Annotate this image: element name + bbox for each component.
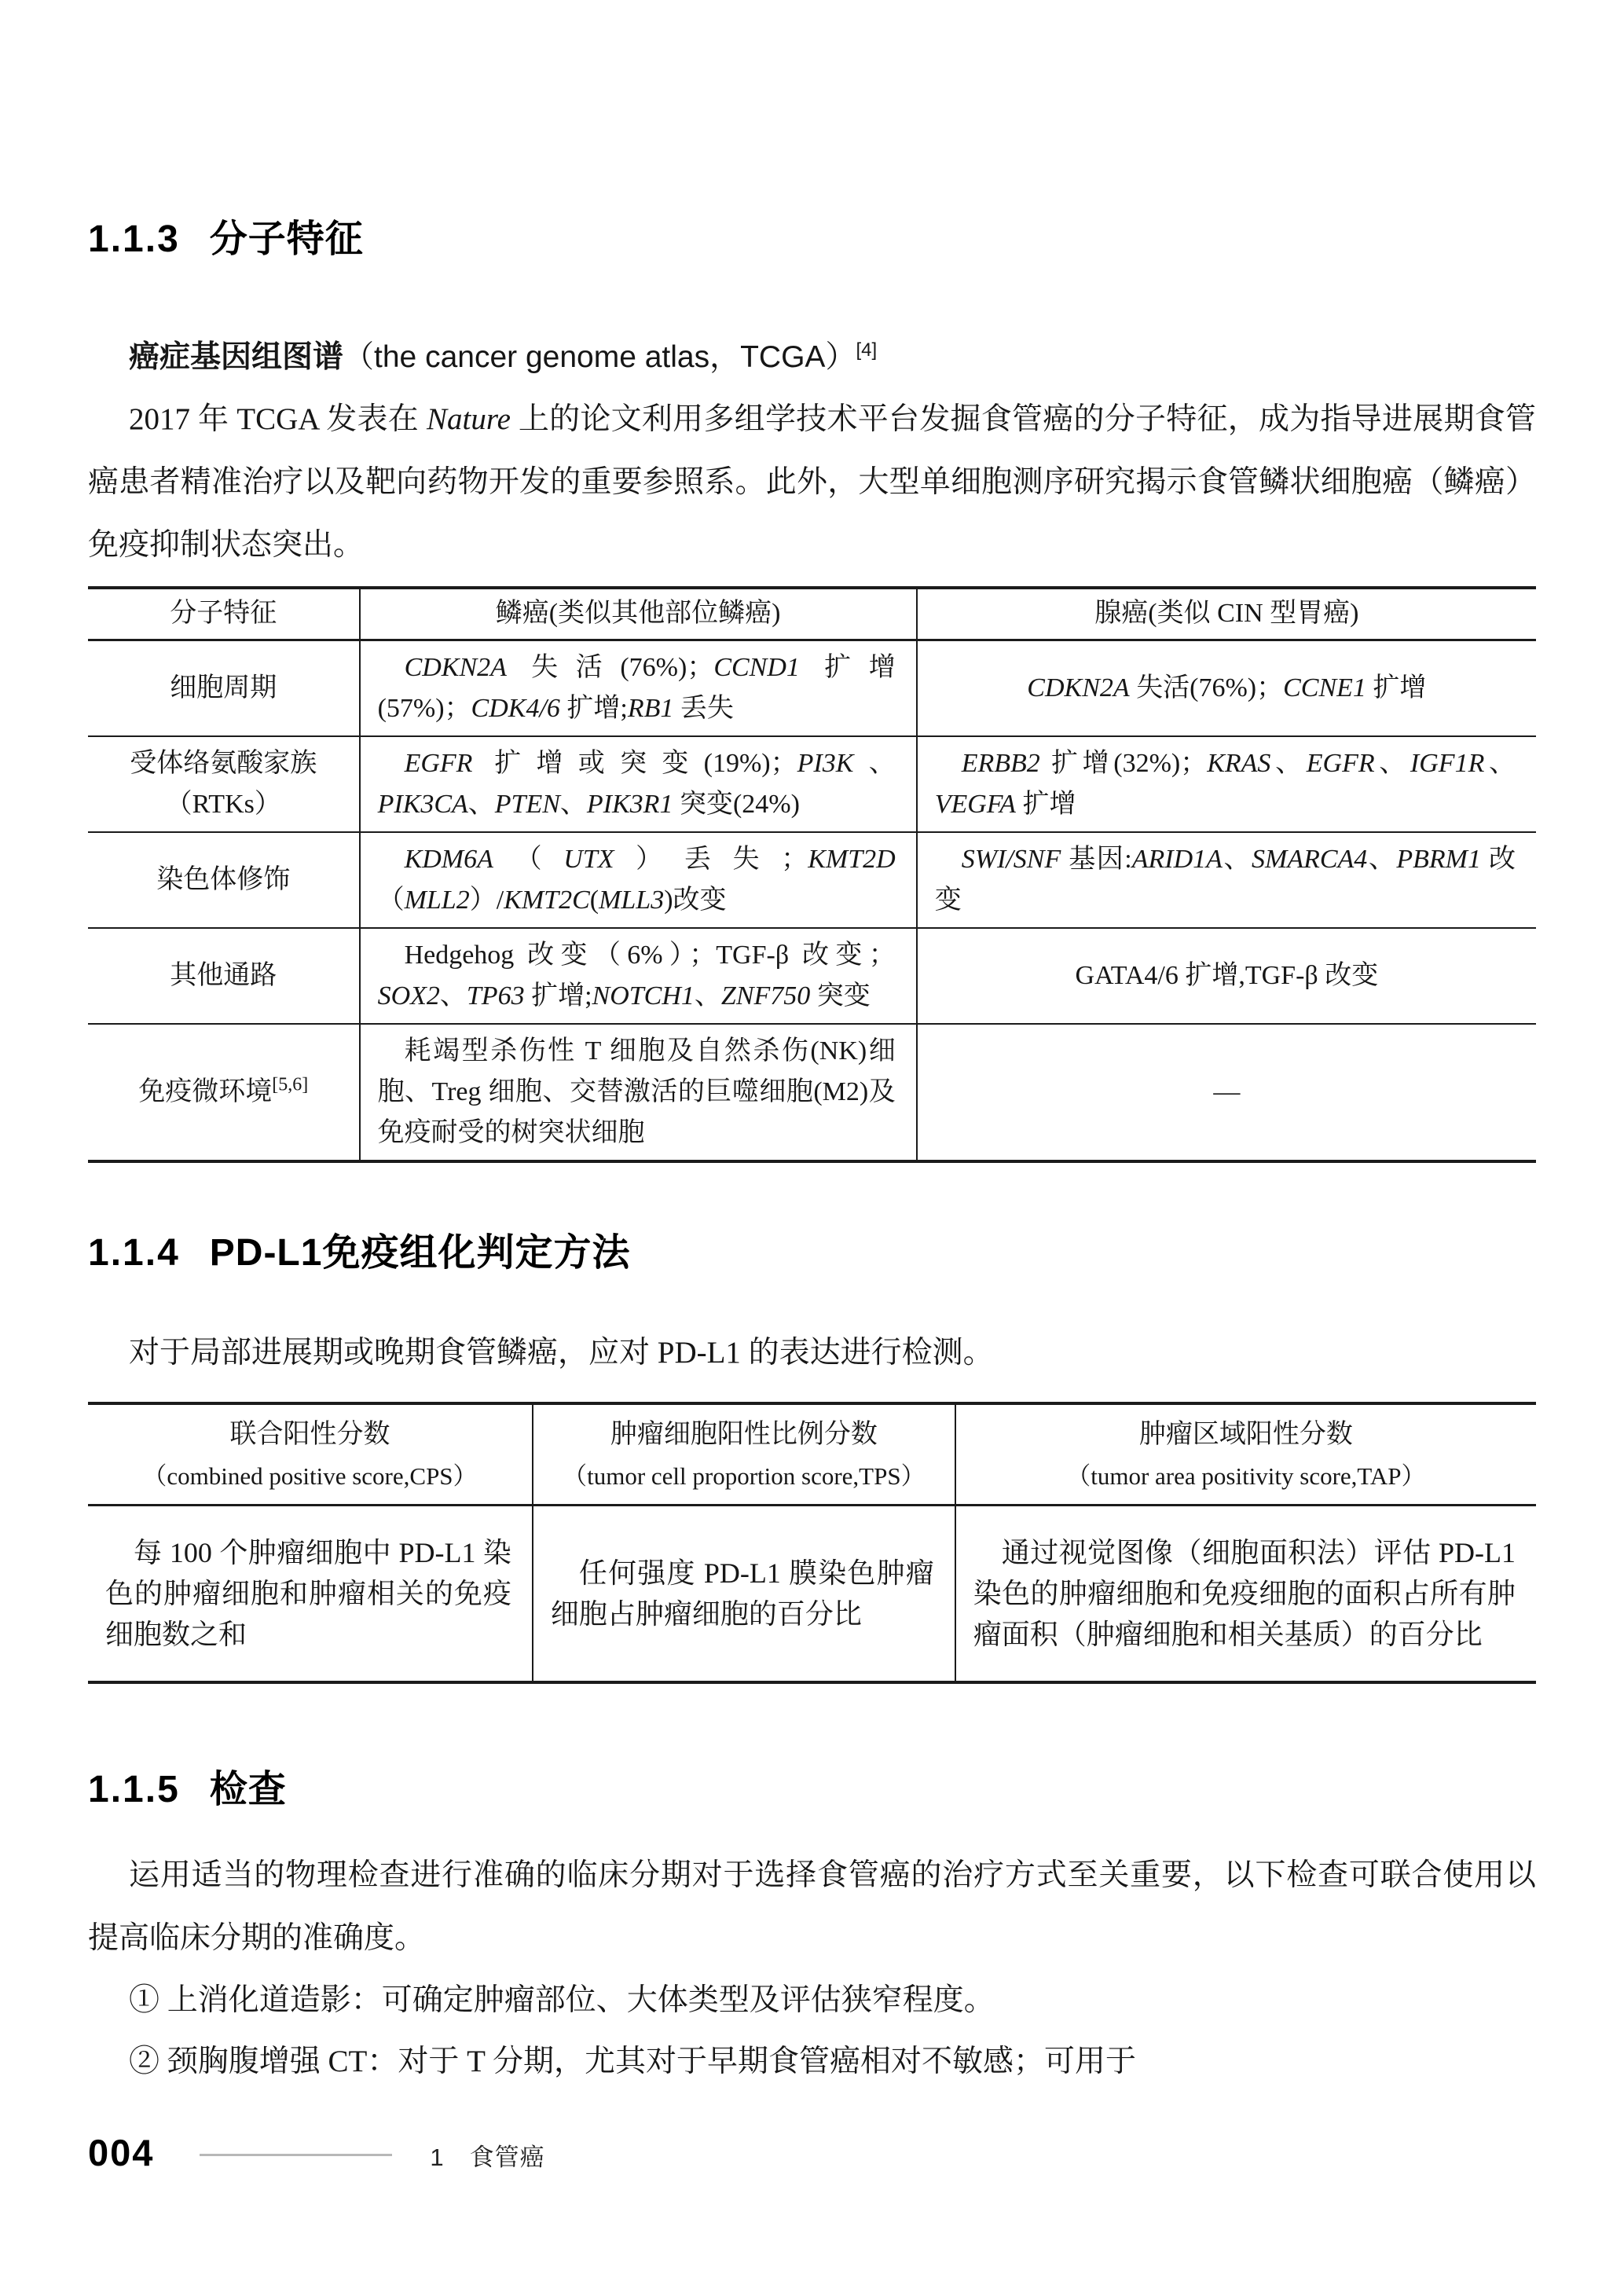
- table-header-row: [88, 588, 1536, 640]
- pdl1-scoring-table: [88, 1402, 1536, 1685]
- adeno-cell: SWI/SNF 基因:ARID1A、SMARCA4、PBRM1 改变: [917, 832, 1536, 928]
- table-row: [88, 640, 1536, 736]
- tps-header-zh: 肿瘤细胞阳性比例分数: [610, 1419, 878, 1449]
- scc-cell: 耗竭型杀伤性 T 细胞及自然杀伤(NK)细胞、Treg 细胞、交替激活的巨噬细胞(M2)及免疫耐受的树突状细胞: [360, 1024, 917, 1161]
- adeno-cell: CDKN2A 失活(76%)；CCNE1 扩增: [1027, 673, 1427, 702]
- table-row: [88, 736, 1536, 832]
- exam-item-2: ② 颈胸腹增强 CT：对于 T 分期，尤其对于早期食管癌相对不敏感；可用于: [129, 2045, 1136, 2078]
- section-number: 1.1.3: [88, 218, 180, 260]
- tap-header-zh: 肿瘤区域阳性分数: [1138, 1419, 1353, 1449]
- row-label-text: 免疫微环境: [138, 1076, 273, 1106]
- section-number: 1.1.5: [88, 1769, 180, 1810]
- tap-header-en: （tumor area positivity score,TAP）: [1066, 1462, 1426, 1490]
- row-label-cell: 细胞周期: [88, 640, 360, 736]
- col-header-tps: [533, 1403, 955, 1506]
- row-label-cell: [88, 1024, 360, 1161]
- cps-header-zh: 联合阳性分数: [229, 1419, 390, 1449]
- exam-item-1: ① 上消化道造影：可确定肿瘤部位、大体类型及评估狭窄程度。: [129, 1983, 995, 2017]
- section-title: 检查: [209, 1769, 287, 1810]
- reference-superscript: [4]: [856, 339, 878, 361]
- reference-superscript: [5,6]: [272, 1074, 309, 1095]
- chapter-label: 1 食管癌: [430, 2144, 545, 2171]
- section-heading-1-1-3: [88, 0, 1536, 262]
- adeno-cell: GATA4/6 扩增,TGF-β 改变: [917, 928, 1536, 1024]
- tps-header-en: （tumor cell proportion score,TPS）: [563, 1462, 926, 1490]
- scc-cell: KDM6A（UTX）丢失；KMT2D（MLL2）/KMT2C(MLL3)改变: [360, 832, 917, 928]
- tcga-subtitle: [129, 335, 1536, 380]
- col-header-adeno: 腺癌(类似 CIN 型胃癌): [917, 588, 1536, 640]
- page-number: 004: [88, 2132, 155, 2173]
- row-label-cell: 受体络氨酸家族（RTKs）: [88, 736, 360, 832]
- pdl1-paragraph: 对于局部进展期或晚期食管鳞癌，应对 PD-L1 的表达进行检测。: [129, 1335, 994, 1370]
- col-header-cps: [88, 1403, 533, 1506]
- molecular-features-table: [88, 586, 1536, 1163]
- col-header-squamous: 鳞癌(类似其他部位鳞癌): [360, 588, 917, 640]
- tcga-subtitle-zh: 癌症基因组图谱: [129, 340, 344, 374]
- adeno-cell: ERBB2 扩增(32%)；KRAS、EGFR、IGF1R、VEGFA 扩增: [917, 736, 1536, 832]
- col-header-molecular-feature: 分子特征: [88, 588, 360, 640]
- section-title: 分子特征: [209, 218, 364, 260]
- section-title: PD-L1免疫组化判定方法: [209, 1231, 631, 1274]
- tcga-subtitle-en: （the cancer genome atlas，TCGA）: [343, 340, 856, 374]
- scc-cell: EGFR 扩增或突变(19%)；PI3K、PIK3CA、PTEN、PIK3R1 突变(24%): [360, 736, 917, 832]
- section-heading-1-1-5: [88, 1767, 1536, 1813]
- tap-definition-cell: 通过视觉图像（细胞面积法）评估 PD-L1 染色的肿瘤细胞和免疫细胞的面积占所有肿瘤面积（肿瘤细胞和相关基质）的百分比: [973, 1536, 1516, 1650]
- table-row: [88, 1505, 1536, 1682]
- table-header-row: [88, 1403, 1536, 1506]
- row-label-cell: 染色体修饰: [88, 832, 360, 928]
- scc-cell: Hedgehog 改变（6%）；TGF-β 改变；SOX2、TP63 扩增;NOTCH1、ZNF750 突变: [360, 928, 917, 1024]
- table-row: [88, 832, 1536, 928]
- section-number: 1.1.4: [88, 1231, 180, 1274]
- scc-cell: CDKN2A 失活(76%)；CCND1 扩增(57%)；CDK4/6 扩增;RB1 丢失: [360, 640, 917, 736]
- table-row: [88, 1024, 1536, 1161]
- row-label-cell: 其他通路: [88, 928, 360, 1024]
- col-header-tap: [955, 1403, 1536, 1506]
- tps-definition-cell: 任何强度 PD-L1 膜染色肿瘤细胞占肿瘤细胞的百分比: [533, 1505, 955, 1682]
- section-heading-1-1-4: [88, 1231, 1536, 1276]
- cps-header-en: （combined positive score,CPS）: [142, 1462, 478, 1490]
- adeno-cell: —: [917, 1024, 1536, 1161]
- table-row: [88, 928, 1536, 1024]
- tcga-paragraph: 2017 年 TCGA 发表在 Nature 上的论文利用多组学技术平台发掘食管癌的分子特征，成为指导进展期食管癌患者精准治疗以及靶向药物开发的重要参照系。此外，大型单细胞测序研究揭示食管鳞状细胞癌（鳞癌）免疫抑制状态突出。: [88, 402, 1536, 562]
- footer-rule: [200, 2154, 392, 2156]
- cps-definition-cell: 每 100 个肿瘤细胞中 PD-L1 染色的肿瘤细胞和肿瘤相关的免疫细胞数之和: [88, 1505, 533, 1682]
- exam-paragraph: 运用适当的物理检查进行准确的临床分期对于选择食管癌的治疗方式至关重要，以下检查可联合使用以提高临床分期的准确度。: [88, 1858, 1536, 1955]
- page-footer: [88, 2131, 545, 2174]
